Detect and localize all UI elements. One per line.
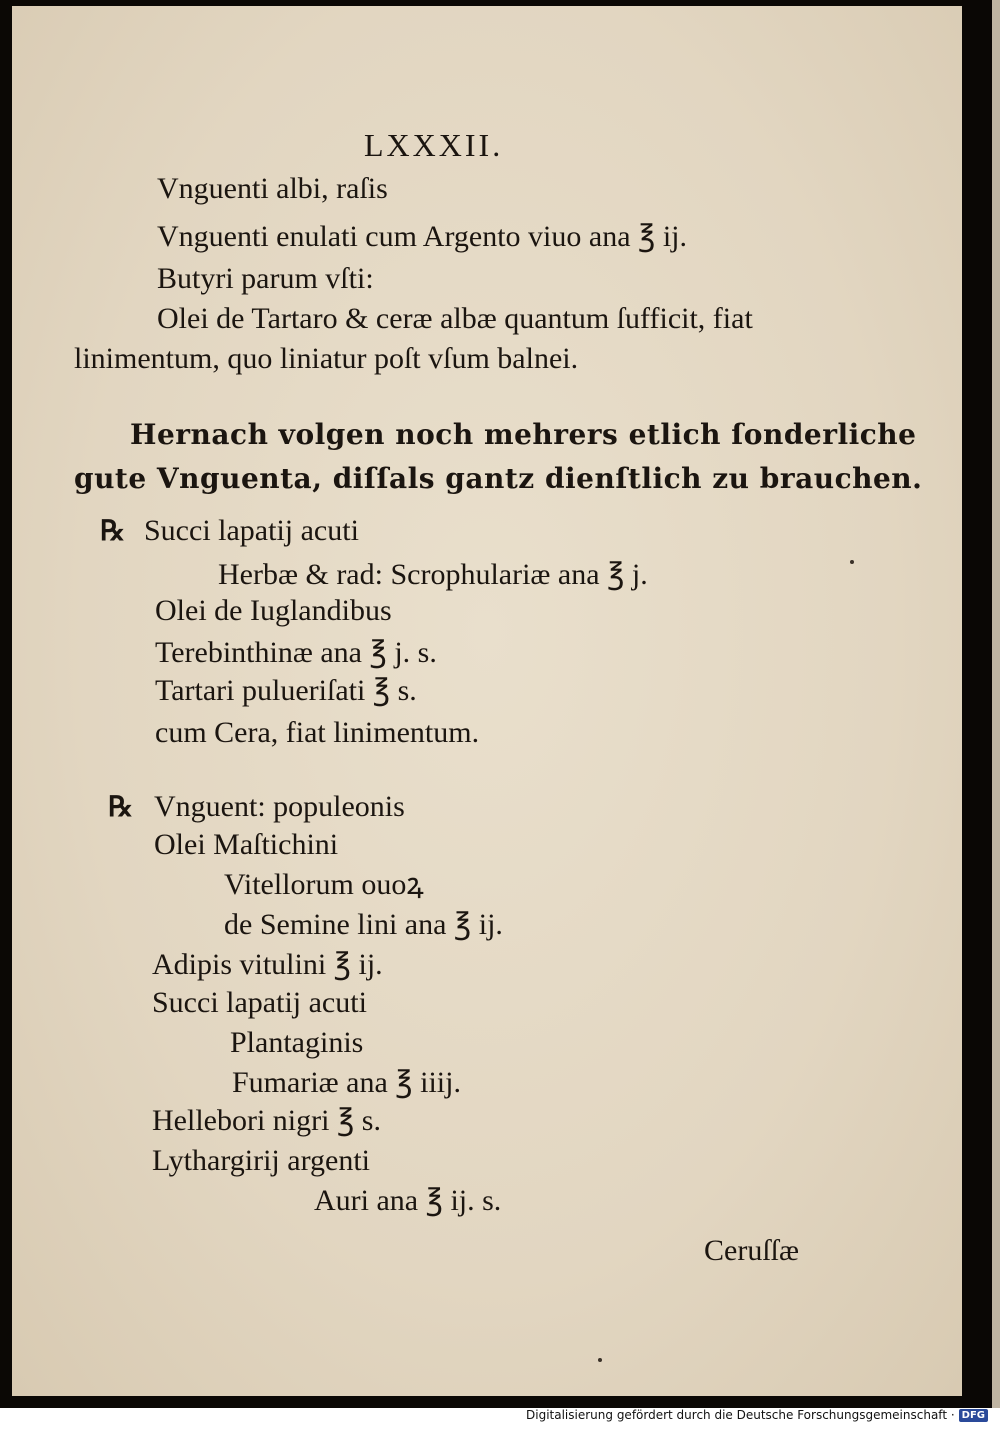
recipe-2-line: Hellebori nigri ℥ s. — [152, 1104, 381, 1137]
recipe-2-line: Lythargirij argenti — [152, 1144, 371, 1177]
recipe-1-line: Olei de Iuglandibus — [155, 594, 392, 627]
digitization-footer — [526, 1406, 988, 1424]
intro-line: Olei de Tartaro & ceræ albæ quantum ſufficit, fiat — [157, 302, 753, 335]
recipe-1-line: Succi lapatij acuti — [144, 514, 359, 547]
recipe-2-line: Fumariæ ana ℥ iiij. — [232, 1066, 461, 1099]
section-heading: Hernach volgen noch mehrers etlich ſonderliche — [130, 418, 917, 451]
ink-speck — [598, 1358, 602, 1362]
book-page — [12, 6, 962, 1396]
recipe-1-line: Terebinthinæ ana ℥ j. s. — [155, 636, 437, 669]
recipe-2-line: Auri ana ℥ ij. s. — [314, 1184, 502, 1217]
intro-line: Vnguenti enulati cum Argento viuo ana ℥ ij. — [157, 220, 688, 253]
intro-line: Vnguenti albi, raſis — [157, 172, 388, 205]
recipe-symbol: ℞ — [100, 514, 126, 547]
dfg-logo-icon: DFG — [959, 1409, 988, 1422]
intro-line: Butyri parum vſti: — [157, 262, 374, 295]
recipe-2-line: Plantaginis — [230, 1026, 364, 1059]
recipe-1-line: Tartari pulueriſati ℥ s. — [155, 674, 417, 707]
recipe-2-line: Vitellorum ouoꝝ — [224, 868, 424, 901]
section-heading: gute Vnguenta, diſſals gantz dienſtlich zu brauchen. — [74, 462, 923, 495]
footer-credit: Digitalisierung gefördert durch die Deutsche Forschungsgemeinschaft · — [526, 1408, 955, 1422]
recipe-2-line: Vnguent: populeonis — [154, 790, 405, 823]
catchword: Ceruſſæ — [704, 1234, 799, 1267]
recipe-symbol: ℞ — [108, 790, 134, 823]
recipe-2-line: Olei Maſtichini — [154, 828, 339, 861]
recipe-1-line: Herbæ & rad: Scrophulariæ ana ℥ j. — [218, 558, 648, 591]
ink-speck — [850, 560, 854, 564]
recipe-2-line: Succi lapatij acuti — [152, 986, 367, 1019]
recipe-2-line: de Semine lini ana ℥ ij. — [224, 908, 503, 941]
page-number: LXXXII. — [364, 127, 504, 163]
page-edge-light — [992, 0, 1000, 1408]
intro-line: linimentum, quo liniatur poſt vſum balnei. — [74, 342, 579, 375]
recipe-1-line: cum Cera, fiat linimentum. — [155, 716, 480, 749]
recipe-2-line: Adipis vitulini ℥ ij. — [152, 948, 383, 981]
